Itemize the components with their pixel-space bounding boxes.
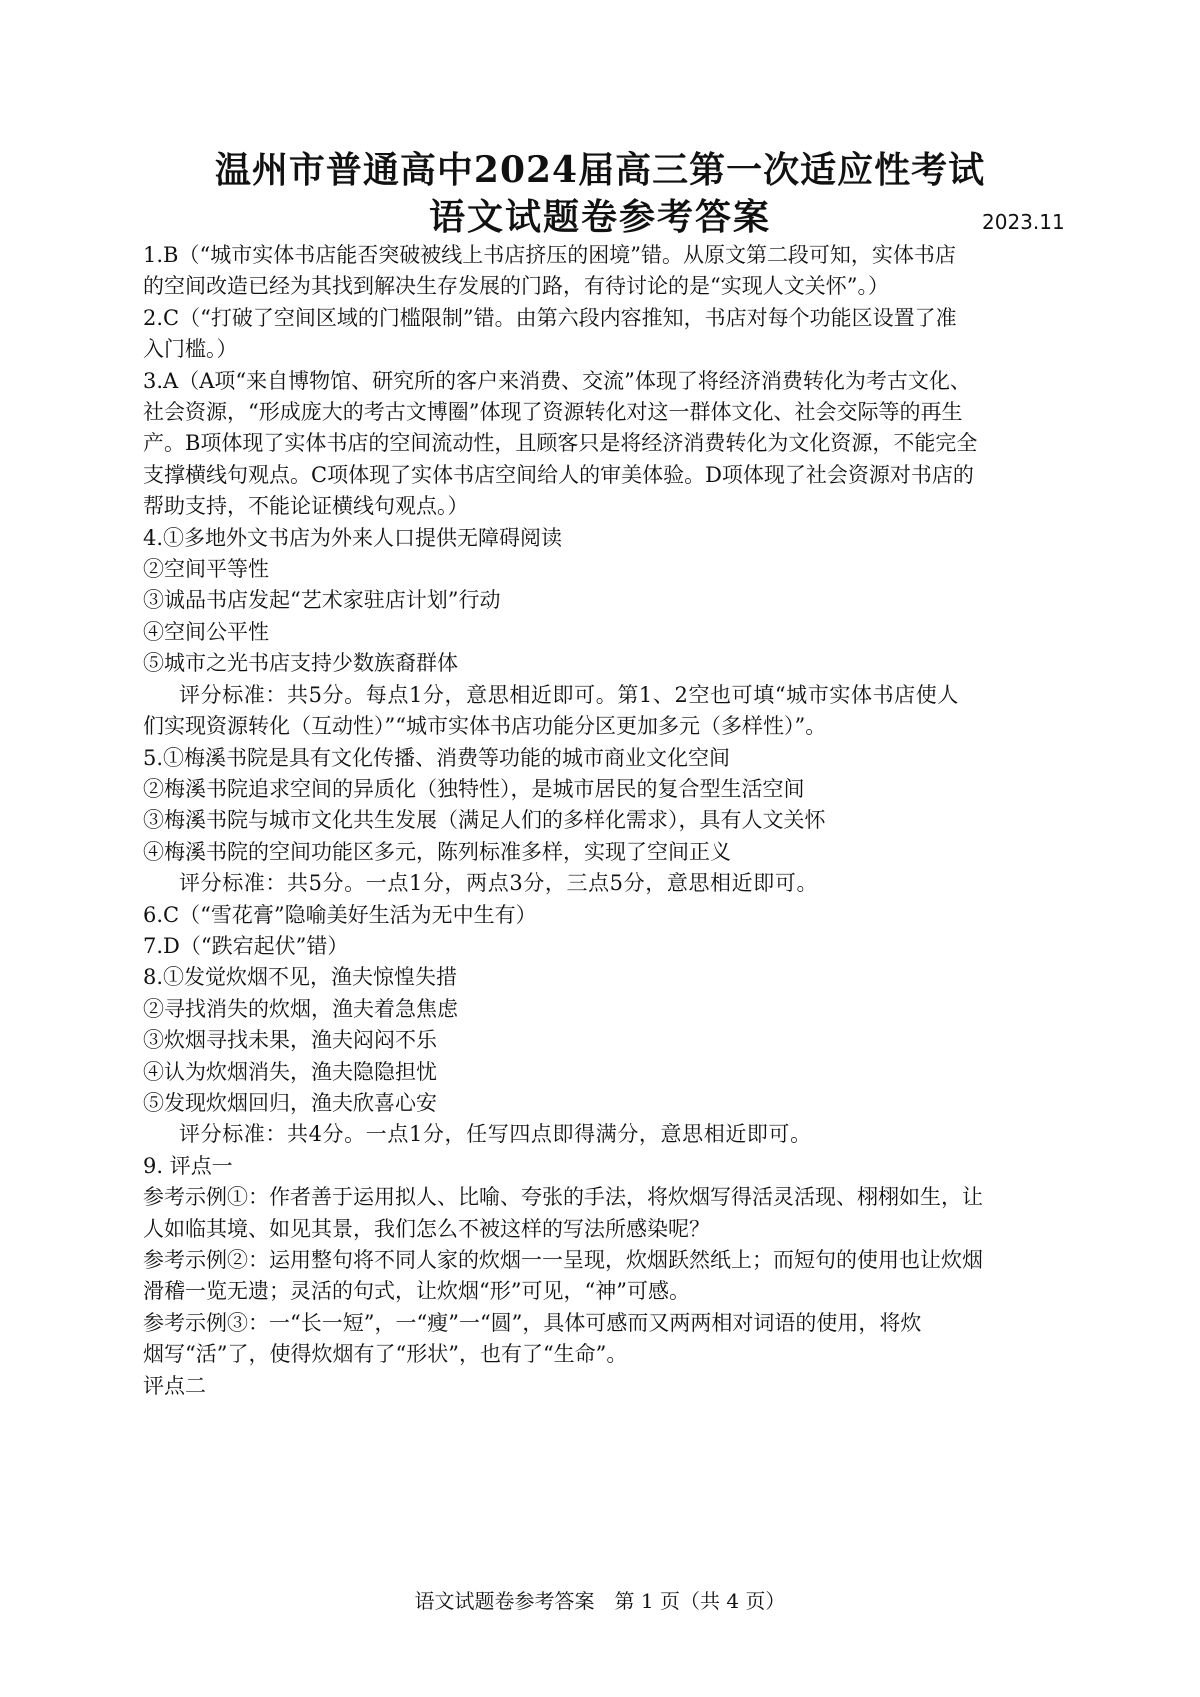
- scoring-criteria-line: 评分标准：共5分。每点1分，意思相近即可。第1、2空也可填“城市实体书店使人: [179, 682, 959, 707]
- answer-line: ④梅溪书院的空间功能区多元，陈列标准多样，实现了空间正义: [143, 839, 731, 864]
- answer-line: 参考示例①：作者善于运用拟人、比喻、夸张的手法，将炊烟写得活灵活现、栩栩如生，让: [143, 1185, 983, 1210]
- answer-body: [143, 240, 1083, 1402]
- answer-line: ③炊烟寻找未果，渔夫闷闷不乐: [143, 1028, 437, 1053]
- answer-line: ④空间公平性: [143, 619, 269, 644]
- document-title: 温州市普通高中2024届高三第一次适应性考试: [214, 149, 986, 191]
- answer-line: 评点二: [143, 1373, 206, 1398]
- answer-line: 入门槛。）: [143, 337, 238, 362]
- answer-line: 人如临其境、如见其景，我们怎么不被这样的写法所感染呢？: [143, 1216, 710, 1241]
- answer-line: ②寻找消失的炊烟，渔夫着急焦虑: [143, 996, 458, 1021]
- answer-line: 6.C（“雪花膏”隐喻美好生活为无中生有）: [143, 902, 537, 927]
- answer-line: 烟写“活”了，使得炊烟有了“形状”，也有了“生命”。: [143, 1342, 628, 1367]
- answer-line: 帮助支持，不能论证横线句观点。）: [143, 494, 469, 519]
- answer-line: ⑤城市之光书店支持少数族裔群体: [143, 651, 458, 676]
- answer-line: ⑤发现炊烟回归，渔夫欣喜心安: [143, 1090, 437, 1115]
- answer-line: ④认为炊烟消失，渔夫隐隐担忧: [143, 1059, 437, 1084]
- answer-line: 参考示例③：一“长一短”，一“瘦”一“圆”，具体可感而又两两相对词语的使用，将炊: [143, 1310, 922, 1335]
- answer-line: 8.①发觉炊烟不见，渔夫惊惶失措: [143, 965, 458, 990]
- answer-line: 产。B项体现了实体书店的空间流动性，且顾客只是将经济消费转化为文化资源，不能完全: [143, 431, 978, 456]
- document-date: 2023.11: [982, 210, 1065, 234]
- answer-line: 7.D（“跌宕起伏”错）: [143, 933, 349, 958]
- answer-line: 社会资源，“形成庞大的考古文博圈”体现了资源转化对这一群体文化、社会交际等的再生: [143, 400, 963, 425]
- scoring-criteria-line: 评分标准：共5分。一点1分，两点3分，三点5分，意思相近即可。: [179, 871, 819, 896]
- answer-line: 1.B（“城市实体书店能否突破被线上书店挤压的困境”错。从原文第二段可知，实体书店: [143, 243, 956, 267]
- document-subtitle: 语文试题卷参考答案: [428, 196, 771, 238]
- scoring-criteria-line: 评分标准：共4分。一点1分，任写四点即得满分，意思相近即可。: [179, 1122, 812, 1147]
- answer-line: 2.C（“打破了空间区域的门槛限制”错。由第六段内容推知，书店对每个功能区设置了准: [143, 305, 957, 330]
- answer-line: ②梅溪书院追求空间的异质化（独特性），是城市居民的复合型生活空间: [143, 776, 805, 801]
- answer-line: 4.①多地外文书店为外来人口提供无障碍阅读: [143, 525, 563, 550]
- answer-line: ②空间平等性: [143, 557, 269, 582]
- answer-line: 3.A（A项“来自博物馆、研究所的客户来消费、交流”体现了将经济消费转化为考古文化、: [143, 368, 971, 393]
- answer-line: 9. 评点一: [143, 1153, 233, 1178]
- answer-line: 们实现资源转化（互动性）”“城市实体书店功能分区更加多元（多样性）”。: [143, 714, 827, 739]
- answer-line: ③诚品书店发起“艺术家驻店计划”行动: [143, 588, 501, 613]
- answer-line: 5.①梅溪书院是具有文化传播、消费等功能的城市商业文化空间: [143, 745, 731, 770]
- page-footer: 语文试题卷参考答案 第 1 页（共 4 页）: [414, 1589, 786, 1613]
- answer-line: 参考示例②：运用整句将不同人家的炊烟一一呈现，炊烟跃然纸上；而短句的使用也让炊烟: [143, 1248, 983, 1272]
- answer-line: 滑稽一览无遗；灵活的句式，让炊烟“形”可见，“神”可感。: [143, 1279, 690, 1304]
- answer-line: 的空间改造已经为其找到解决生存发展的门路，有待讨论的是“实现人文关怀”。）: [143, 274, 889, 299]
- answer-line: 支撑横线句观点。C项体现了实体书店空间给人的审美体验。D项体现了社会资源对书店的: [143, 462, 974, 487]
- answer-line: ③梅溪书院与城市文化共生发展（满足人们的多样化需求），具有人文关怀: [143, 808, 826, 833]
